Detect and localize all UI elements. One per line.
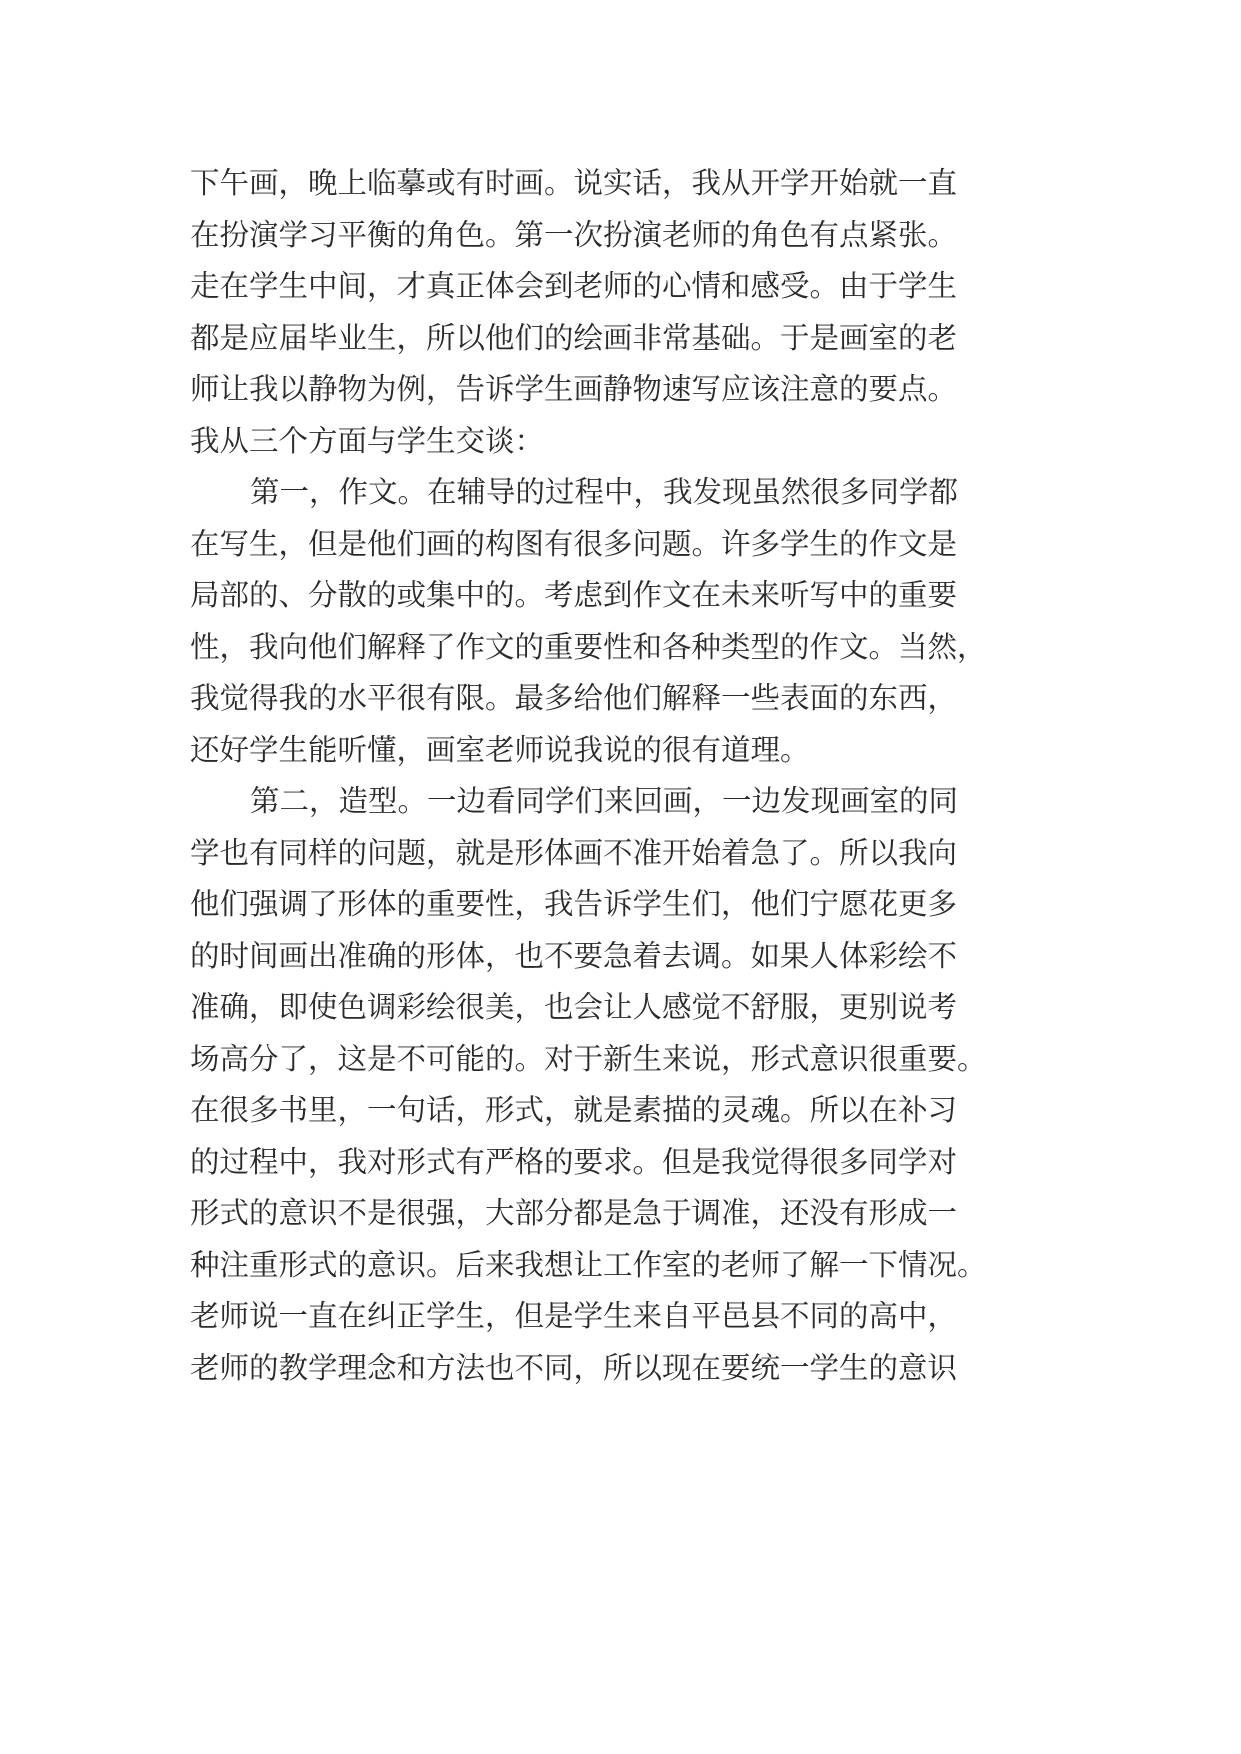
text-line: 在扮演学习平衡的角色。第一次扮演老师的角色有点紧张。 [190,217,958,252]
text-line: 的过程中，我对形式有严格的要求。但是我觉得很多同学对 [190,1144,958,1179]
text-line: 的时间画出准确的形体，也不要急着去调。如果人体彩绘不 [190,938,958,973]
text-line: 老师说一直在纠正学生，但是学生来自平邑县不同的高中， [190,1299,958,1333]
paragraph-first-line: 第一，作文。在辅导的过程中，我发现虽然很多同学都 [250,475,959,509]
text-line: 形式的意识不是很强，大部分都是急于调准，还没有形成一 [190,1196,958,1230]
text-line: 都是应届毕业生，所以他们的绘画非常基础。于是画室的老 [190,320,958,355]
body-text [190,158,1070,1394]
text-line: 还好学生能听懂，画室老师说我说的很有道理。 [190,732,810,767]
text-line: 学也有同样的问题，就是形体画不准开始着急了。所以我向 [190,835,958,870]
text-line: 老师的教学理念和方法也不同，所以现在要统一学生的意识 [190,1350,958,1385]
text-line: 场高分了，这是不可能的。对于新生来说，形式意识很重要。 [190,1041,987,1076]
text-line: 种注重形式的意识。后来我想让工作室的老师了解一下情况。 [190,1247,987,1282]
text-line: 性，我向他们解释了作文的重要性和各种类型的作文。当然， [190,629,987,664]
text-line: 准确，即使色调彩绘很美，也会让人感觉不舒服，更别说考 [190,990,958,1024]
text-line: 我觉得我的水平很有限。最多给他们解释一些表面的东西， [190,681,958,715]
text-line: 在很多书里，一句话，形式，就是素描的灵魂。所以在补习 [190,1093,958,1127]
text-line: 走在学生中间，才真正体会到老师的心情和感受。由于学生 [190,269,958,303]
text-line: 局部的、分散的或集中的。考虑到作文在未来听写中的重要 [190,578,958,612]
paragraph-first-line: 第二，造型。一边看同学们来回画，一边发现画室的同 [250,784,959,818]
text-line: 在写生，但是他们画的构图有很多问题。许多学生的作文是 [190,526,958,561]
text-line: 师让我以静物为例，告诉学生画静物速写应该注意的要点。 [190,372,958,406]
text-line: 下午画，晚上临摹或有时画。说实话，我从开学开始就一直 [190,166,958,200]
text-line: 我从三个方面与学生交谈： [190,423,545,458]
text-line: 他们强调了形体的重要性，我告诉学生们，他们宁愿花更多 [190,887,958,921]
